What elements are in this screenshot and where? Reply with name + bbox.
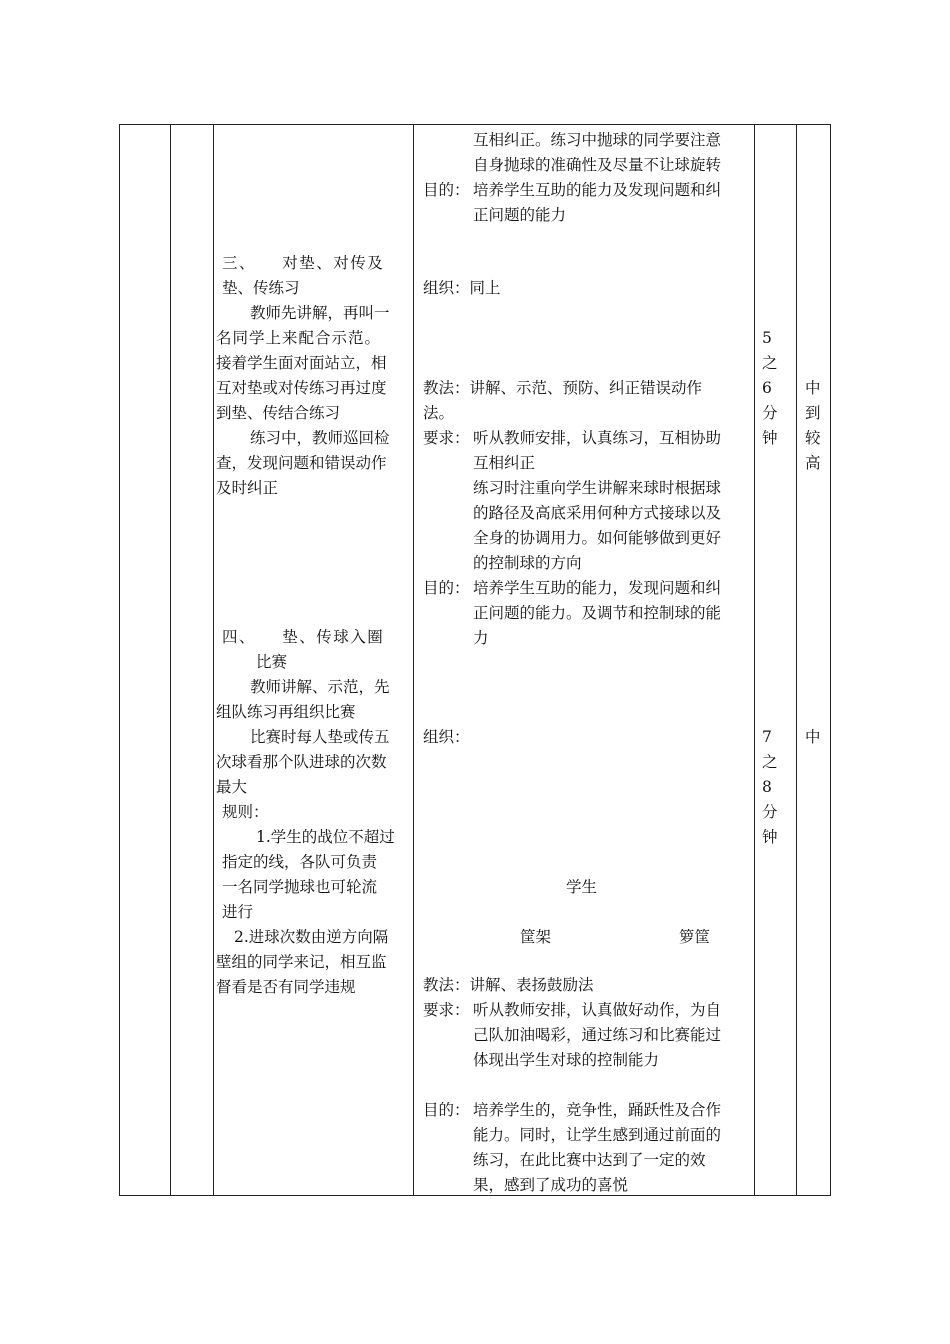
section-4-line: 次球看那个队进球的次数 <box>216 753 387 771</box>
time-char: 钟 <box>762 828 778 846</box>
organization-label: 组织： <box>423 728 470 746</box>
requirement-line: 全身的协调用力。如何能够做到更好 <box>473 529 722 547</box>
rule-line: 1.学生的战位不超过 <box>256 828 395 846</box>
rule-line: 壁组的同学来记，相互监 <box>216 953 387 971</box>
time-char: 分 <box>762 803 778 821</box>
method-line-cont: 法。 <box>423 404 455 422</box>
section-3-line: 及时纠正 <box>216 479 279 497</box>
rule-line: 一名同学抛球也可轮流 <box>222 878 378 896</box>
purpose-line: 培养学生互助的能力及发现问题和纠 <box>473 181 722 199</box>
column-divider <box>754 125 755 1195</box>
rules-label: 规则： <box>222 803 269 821</box>
column-divider <box>796 125 797 1195</box>
intensity-char: 高 <box>805 454 821 472</box>
section-4-title-cont: 比赛 <box>256 653 288 671</box>
purpose-label: 目的： <box>423 181 470 199</box>
time-char: 之 <box>762 354 778 372</box>
purpose-line: 正问题的能力。及调节和控制球的能 <box>473 604 722 622</box>
section-3-title: 三、 对垫、对传及 <box>222 254 385 272</box>
time-char: 5 <box>762 329 772 347</box>
section-4-title: 四、 垫、传球入圈 <box>222 628 385 646</box>
text-line: 互相纠正。练习中抛球的同学要注意 <box>473 131 722 149</box>
section-3-line: 查，发现问题和错误动作 <box>216 454 387 472</box>
rule-line: 2.进球次数由逆方向隔 <box>234 928 389 946</box>
rule-line: 督看是否有同学违规 <box>216 978 356 996</box>
purpose-line: 培养学生互助的能力，发现问题和纠 <box>473 579 722 597</box>
section-3-line: 名同学上来配合示范。 <box>216 329 382 347</box>
time-char: 6 <box>762 379 772 397</box>
method-line: 教法：讲解、示范、预防、纠正错误动作 <box>423 379 703 397</box>
requirement-label: 要求： <box>423 429 470 447</box>
purpose-line: 力 <box>473 629 489 647</box>
requirement-line: 互相纠正 <box>473 454 536 472</box>
intensity-char: 中 <box>805 728 821 746</box>
purpose-line: 果，感到了成功的喜悦 <box>473 1176 629 1194</box>
time-char: 7 <box>762 728 772 746</box>
section-3-title-cont: 垫、传练习 <box>222 279 300 297</box>
organization-line: 组织：同上 <box>423 279 501 297</box>
requirement-line: 的控制球的方向 <box>473 554 582 572</box>
section-3-line: 教师先讲解，再叫一 <box>250 304 390 322</box>
purpose-line: 练习，在此比赛中达到了一定的效 <box>473 1151 706 1169</box>
intensity-char: 到 <box>805 404 821 422</box>
requirement-line: 的路径及高底采用何种方式接球以及 <box>473 504 722 522</box>
requirement-label: 要求： <box>423 1001 470 1019</box>
section-4-line: 组队练习再组织比赛 <box>216 703 356 721</box>
purpose-line: 培养学生的，竞争性，踊跃性及合作 <box>473 1101 722 1119</box>
column-divider <box>413 125 414 1195</box>
section-3-line: 练习中，教师巡回检 <box>250 429 390 447</box>
requirement-line: 听从教师安排，认真练习，互相协助 <box>473 429 722 447</box>
rule-line: 进行 <box>222 903 254 921</box>
time-char: 8 <box>762 778 772 796</box>
requirement-line: 练习时注重向学生讲解来球时根据球 <box>473 479 722 497</box>
requirement-line: 听从教师安排，认真做好动作，为自 <box>473 1001 722 1019</box>
purpose-line: 正问题的能力 <box>473 206 567 224</box>
time-char: 之 <box>762 753 778 771</box>
section-4-line: 教师讲解、示范，先 <box>250 678 390 696</box>
purpose-label: 目的： <box>423 579 470 597</box>
purpose-line: 能力。同时，让学生感到通过前面的 <box>473 1126 722 1144</box>
rule-line: 指定的线，各队可负责 <box>222 853 378 871</box>
purpose-label: 目的： <box>423 1101 470 1119</box>
section-4-line: 比赛时每人垫或传五 <box>250 728 390 746</box>
diagram-students-label: 学生 <box>566 878 598 896</box>
intensity-char: 较 <box>805 429 821 447</box>
time-char: 钟 <box>762 429 778 447</box>
section-4-line: 最大 <box>216 778 248 796</box>
requirement-line: 己队加油喝彩，通过练习和比赛能过 <box>473 1026 722 1044</box>
diagram-rack-label: 筐架 <box>520 928 552 946</box>
diagram-basket-label: 箩筐 <box>679 928 711 946</box>
column-divider <box>213 125 214 1195</box>
section-3-line: 到垫、传结合练习 <box>216 404 341 422</box>
method-line: 教法：讲解、表扬鼓励法 <box>423 976 594 994</box>
column-divider <box>170 125 171 1195</box>
time-char: 分 <box>762 404 778 422</box>
section-3-line: 互对垫或对传练习再过度 <box>216 379 387 397</box>
text-line: 自身抛球的准确性及尽量不让球旋转 <box>473 156 722 174</box>
section-3-line: 接着学生面对面站立，相 <box>216 354 387 372</box>
requirement-line: 体现出学生对球的控制能力 <box>473 1051 660 1069</box>
intensity-char: 中 <box>805 379 821 397</box>
